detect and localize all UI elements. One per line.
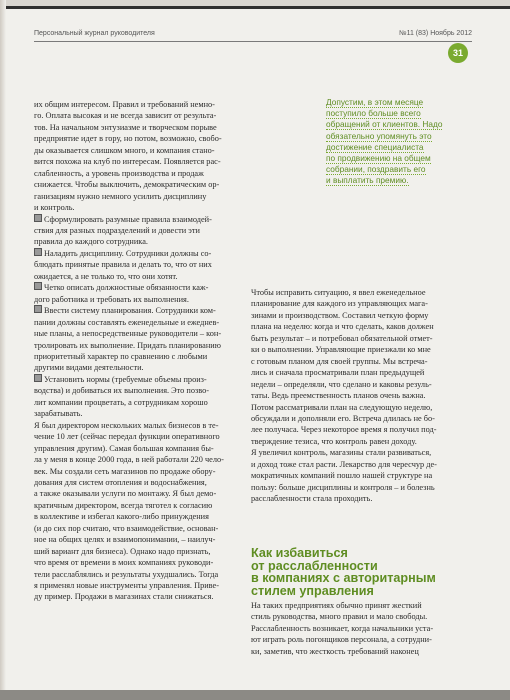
pull-quote-text: достижение специалиста — [326, 141, 424, 152]
text-line: стиль руководства, много правил и мало свободы. — [251, 612, 428, 622]
body-line — [34, 374, 240, 385]
text-line: зинами и производством. Составил четкую форму — [251, 310, 429, 320]
header-rule — [34, 41, 472, 42]
body-line — [34, 156, 240, 167]
bullet-square-icon — [34, 282, 42, 290]
text-line: водства) и добиваться их выполнения. Это позво- — [34, 386, 210, 396]
body-line — [34, 569, 240, 580]
pull-quote-line — [326, 175, 476, 186]
text-line: управления другим). Самая большая компания бы- — [34, 443, 214, 453]
heading-line: в компаниях с авторитарным — [251, 571, 436, 586]
text-line: ла у меня в конце 2000 года, в ней работали 220 чело- — [34, 455, 224, 465]
body-line — [34, 122, 240, 133]
body-line — [34, 282, 240, 293]
body-line — [251, 611, 473, 622]
body-line — [251, 413, 473, 424]
pull-quote-line — [326, 153, 476, 164]
body-line — [251, 356, 473, 367]
text-line: дования для систем отопления и водоснабжения, — [34, 477, 207, 487]
journal-title: Персональный журнал руководителя — [34, 30, 155, 37]
text-line: Я увеличил контроль, магазины стали развиваться, — [251, 448, 432, 458]
body-line — [34, 420, 240, 431]
top-dark-rule — [0, 6, 510, 9]
pull-quote-text: поступило больше всего — [326, 108, 421, 119]
pull-quote-text: по продвижению на общем — [326, 153, 431, 164]
body-line — [34, 145, 240, 156]
body-line — [34, 546, 240, 557]
body-line — [34, 328, 240, 339]
text-line: ший вариант для бизнеса). Однако надо признать, — [34, 546, 211, 556]
body-line — [34, 466, 240, 477]
text-line: и доход тоже стал расти. Лекарство для чересчур де- — [251, 459, 437, 469]
text-line: слабленность, а уровень производства и продаж — [34, 168, 204, 178]
text-line: На таких предприятиях обычно принят жесткий — [251, 601, 422, 610]
text-line: Наладить дисциплину. Сотрудники должны со- — [44, 248, 212, 258]
text-line: тов. На начальном энтузиазме и творческом порыве — [34, 122, 217, 132]
bottom-bar — [0, 690, 510, 700]
bullet-square-icon — [34, 214, 42, 222]
text-line: Четко описать должностные обязанности каж- — [44, 283, 209, 293]
pull-quote-text: Допустим, в этом месяце — [326, 97, 424, 107]
text-line: ки, заметив, что жесткость требований наконец — [251, 646, 419, 656]
text-line: быть результат – и потребовал обязательной отмет- — [251, 333, 433, 343]
body-line — [34, 557, 240, 568]
page-gutter-shadow — [0, 0, 6, 700]
text-line: таты. Ведь преемственность планов очень важна. — [251, 391, 426, 401]
body-line — [34, 294, 240, 305]
body-line — [34, 500, 240, 511]
bullet-square-icon — [34, 374, 42, 382]
body-line — [34, 511, 240, 522]
body-line — [34, 523, 240, 534]
body-line — [251, 482, 473, 493]
body-line — [34, 202, 240, 213]
text-line: снижается. Чтобы выключить, демократическим ор- — [34, 180, 220, 190]
text-line: Расслабленность возникает, когда начальники уста- — [251, 623, 434, 633]
text-line: чение 10 лет (сейчас передал функции оперативного — [34, 432, 220, 442]
body-line — [34, 191, 240, 202]
body-line — [34, 591, 240, 602]
text-line: расслабленности стала проходить. — [251, 494, 373, 504]
pull-quote — [326, 97, 476, 187]
body-line — [34, 236, 240, 247]
text-line: в коллективе и избегал какого-либо принуждения — [34, 512, 209, 522]
text-line: го. Оплата высокая и не всегда зависит от результа- — [34, 111, 217, 121]
body-line — [251, 321, 473, 332]
body-line — [34, 305, 240, 316]
running-header — [34, 30, 472, 37]
text-line: Я был директором нескольких малых бизнесов в те- — [34, 420, 219, 430]
body-line — [251, 344, 473, 355]
pull-quote-line — [326, 108, 476, 119]
body-line — [34, 168, 240, 179]
text-line: что время от времени в моих компаниях руководи- — [34, 558, 214, 568]
body-line — [34, 431, 240, 442]
text-line: Потом рассматривали план на следующую неделю, — [251, 402, 433, 412]
text-line: тели расслаблялись и результаты ухудшались. Тогда — [34, 569, 219, 579]
heading-line: от расслабленности — [251, 558, 378, 573]
body-line — [34, 133, 240, 144]
pull-quote-text: обязательно упомянуть это — [326, 130, 432, 141]
pull-quote-line — [326, 142, 476, 153]
text-line: (и до сих пор считаю, что взаимодействие, основан- — [34, 523, 219, 533]
text-line: плана на неделю: когда и что сделать, каков должен — [251, 322, 434, 332]
text-line: тверждение тезиса, что контроль равен доходу. — [251, 436, 417, 446]
text-line: Ввести систему планирования. Сотрудники ком- — [44, 306, 216, 316]
text-line: предприятие идет в гору, но потом, возможно, свобо- — [34, 134, 222, 144]
text-line: приоритетный характер по сравнению с любыми — [34, 351, 208, 361]
pull-quote-line — [326, 164, 476, 175]
body-line — [34, 248, 240, 259]
heading-line: стилем управления — [251, 583, 374, 598]
text-line: лее получаса. Через некоторое время я получил под- — [251, 425, 437, 435]
body-line — [34, 408, 240, 419]
text-line: блюдать принятые правила и делать то, что от них — [34, 260, 212, 270]
body-line — [251, 298, 473, 309]
body-line — [251, 379, 473, 390]
text-line: обсуждали и дополняли его. Встреча длилась не бо- — [251, 413, 435, 423]
body-line — [34, 110, 240, 121]
body-line — [251, 470, 473, 481]
text-line: ки о выполнении. Управляющие приезжали ко мне — [251, 345, 431, 355]
text-line: Сформулировать разумные правила взаимодей- — [44, 214, 212, 224]
text-line: ганизациям нужно немного усилить дисциплину — [34, 191, 207, 201]
body-line — [251, 646, 473, 657]
body-line — [251, 424, 473, 435]
right-text-column — [251, 287, 473, 505]
body-line — [34, 259, 240, 270]
text-line: пользу: больше дисциплины и контроля – и болезнь — [251, 482, 435, 492]
text-line: зарабатывать. — [34, 409, 83, 419]
text-line: с готовым планом для своей группы. Мы встреча- — [251, 356, 428, 366]
body-line — [34, 454, 240, 465]
text-line: ожидается, а не только то, что они хотят. — [34, 271, 178, 281]
text-line: недели – определяли, что сделано и каковы резуль- — [251, 379, 432, 389]
body-line — [251, 447, 473, 458]
body-line — [251, 634, 473, 645]
text-line: ные планы, а непосредственные руководители – кон- — [34, 329, 222, 339]
body-line — [251, 402, 473, 413]
text-line: кратичным директором, всегда тяготел к согласию — [34, 500, 213, 510]
pull-quote-text: и выплатить премию. — [326, 175, 409, 186]
body-line — [34, 488, 240, 499]
text-line: век. Мы создали сеть магазинов по продаже обору- — [34, 466, 216, 476]
body-line — [251, 390, 473, 401]
text-line: ду пример. Продажи в магазинах стали снижаться. — [34, 592, 214, 602]
body-line — [34, 179, 240, 190]
text-line: другими видами деятельности. — [34, 363, 144, 373]
text-line: я применял новые инструменты управления. Приве- — [34, 581, 219, 591]
bullet-square-icon — [34, 248, 42, 256]
body-line — [34, 362, 240, 373]
bullet-square-icon — [34, 305, 42, 313]
pull-quote-text: собрании, поздравить его — [326, 164, 426, 175]
text-line: ды оказывается слишком много, и компания стано- — [34, 145, 215, 155]
body-line — [34, 225, 240, 236]
page-number-badge: 31 — [448, 43, 468, 63]
body-line — [251, 287, 473, 298]
text-line: и контроль. — [34, 203, 75, 213]
text-line: дого работника и требовать их выполнения. — [34, 294, 189, 304]
text-line: правила до каждого сотрудника. — [34, 237, 148, 247]
text-line: их общим интересом. Правил и требований немно- — [34, 100, 215, 109]
text-line: Чтобы исправить ситуацию, я ввел еженедельное — [251, 288, 426, 297]
left-text-column — [34, 99, 240, 603]
text-line: планирование для каждого из управляющих мага- — [251, 299, 428, 309]
body-line — [34, 534, 240, 545]
right-text-column-continued — [251, 600, 473, 657]
pull-quote-line — [326, 97, 476, 108]
body-line — [34, 351, 240, 362]
body-line — [251, 436, 473, 447]
body-line — [34, 271, 240, 282]
body-line — [34, 214, 240, 225]
body-line — [34, 443, 240, 454]
pull-quote-line — [326, 119, 476, 130]
pull-quote-line — [326, 131, 476, 142]
text-line: мократичных компаний пошло нашей структуре на — [251, 471, 433, 481]
text-line: а также оказывали услуги по монтажу. Я был демо- — [34, 489, 217, 499]
body-line — [251, 310, 473, 321]
text-line: ное на общих целях и взаимопонимании, – наилуч- — [34, 535, 216, 545]
section-heading — [251, 547, 481, 597]
body-line — [251, 600, 473, 611]
text-line: лит компании процветать, а сотрудникам хорошо — [34, 397, 208, 407]
pull-quote-text: обращений от клиентов. Надо — [326, 119, 443, 130]
body-line — [34, 340, 240, 351]
text-line: ствия для разных подразделений и довести эти — [34, 225, 200, 235]
text-line: тролировать их выполнение. Придать планированию — [34, 340, 221, 350]
body-line — [251, 459, 473, 470]
body-line — [34, 99, 240, 110]
issue-info: №11 (83) Ноябрь 2012 — [399, 30, 472, 37]
text-line: Установить нормы (требуемые объемы произ- — [44, 374, 207, 384]
body-line — [34, 385, 240, 396]
heading-line: Как избавиться — [251, 546, 348, 560]
body-line — [251, 367, 473, 378]
body-line — [251, 333, 473, 344]
body-line — [251, 623, 473, 634]
body-line — [251, 493, 473, 504]
body-line — [34, 477, 240, 488]
body-line — [34, 317, 240, 328]
text-line: лись и сначала просматривали план предыдущей — [251, 368, 425, 378]
text-line: ют играть роль погонщиков персонала, а сотрудни- — [251, 635, 432, 645]
body-line — [34, 397, 240, 408]
text-line: пании должны составлять еженедельные и ежеднев- — [34, 317, 220, 327]
text-line: вится похожа на клуб по интересам. Появляется рас- — [34, 157, 221, 167]
body-line — [34, 580, 240, 591]
